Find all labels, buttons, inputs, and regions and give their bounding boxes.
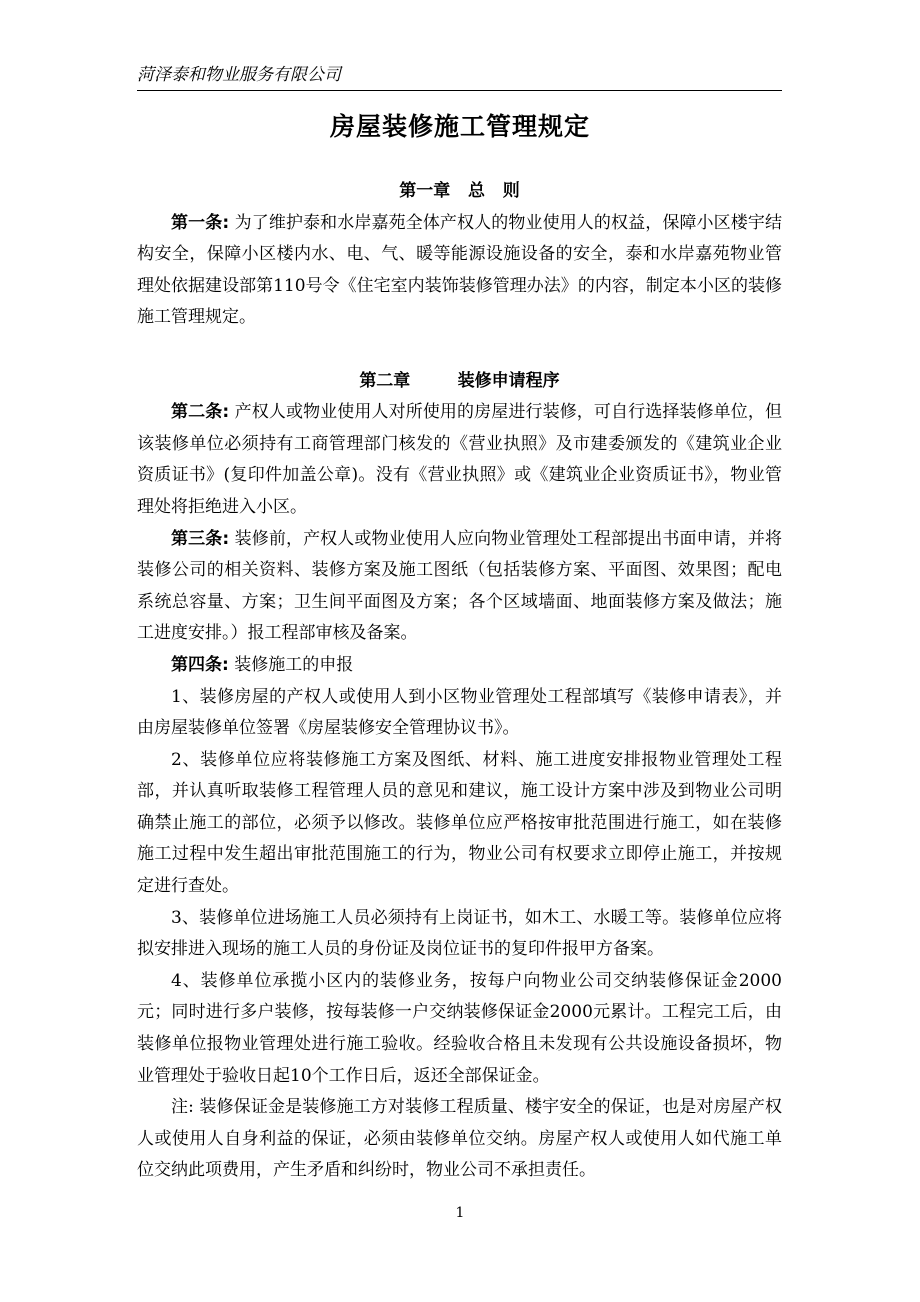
list-item: 4、装修单位承揽小区内的装修业务，按每户向物业公司交纳装修保证金2000元；同时进行多户装修，按每装修一户交纳装修保证金2000元累计。工程完工后，由装修单位报物业管理处进行施工验收。经验收合格且未发现有公共设施设备损坏，物业管理处于验收日起10个工作日后，返还全部保证金。 (137, 970, 782, 1086)
article-2 (137, 397, 782, 523)
article-2-label: 第二条: (171, 402, 230, 423)
chapter-2-heading: 第二章 装修申请程序 (359, 370, 560, 391)
article-3-text: 装修前，产权人或物业使用人应向物业管理处工程部提出书面申请，并将装修公司的相关资料、装修方案及施工图纸（包括装修方案、平面图、效果图；配电系统总容量、方案；卫生间平面图及方案；各个区域墙面、地面装修方案及做法；施工进度安排。）报工程部审核及备案。 (137, 528, 782, 644)
article-4-label: 第四条: (171, 654, 229, 675)
document-body (137, 176, 799, 1187)
article-1-label: 第一条: (171, 212, 230, 233)
chapter-1-heading: 第一章 总 则 (399, 181, 520, 201)
article-4 (137, 650, 782, 682)
page-number: 1 (455, 1205, 465, 1221)
list-item: 3、装修单位进场施工人员必须持有上岗证书，如木工、水暖工等。装修单位应将拟安排进入现场的施工人员的身份证及岗位证书的复印件报甲方备案。 (137, 907, 782, 960)
running-header: 菏泽泰和物业服务有限公司 (137, 64, 782, 91)
deposit-note: 注: 装修保证金是装修施工方对装修工程质量、楼宇安全的保证，也是对房屋产权人或使用人自身利益的保证，必须由装修单位交纳。房屋产权人或使用人如代施工单位交纳此项费用，产生矛盾和纠纷时，物业公司不承担责任。 (137, 1097, 782, 1181)
article-4-text: 装修施工的申报 (228, 654, 354, 675)
article-1 (137, 208, 782, 334)
article-2-text: 产权人或物业使用人对所使用的房屋进行装修，可自行选择装修单位，但该装修单位必须持有工商管理部门核发的《营业执照》及市建委颁发的《建筑业企业资质证书》(复印件加盖公章)。没有《营业执照》或《建筑业企业资质证书》，物业管理处将拒绝进入小区。 (137, 402, 782, 517)
article-3 (137, 524, 782, 650)
article-1-text: 为了维护泰和水岸嘉苑全体产权人的物业使用人的权益，保障小区楼宇结构安全，保障小区楼内水、电、气、暖等能源设施设备的安全，泰和水岸嘉苑物业管理处依据建设部第110号令《住宅室内装饰装修管理办法》的内容，制定本小区的装修施工管理规定。 (137, 212, 782, 328)
article-3-label: 第三条: (171, 528, 230, 549)
list-item: 2、装修单位应将装修施工方案及图纸、材料、施工进度安排报物业管理处工程 部，并认真听取装修工程管理人员的意见和建议，施工设计方案中涉及到物业公司明确禁止施工的部位，必须予以修改。装修单位应严格按审批范围进行施工，如在装修施工过程中发生超出审批范围施工的行为，物业公司有权要求立即停止施工，并按规定进行查处。 (137, 749, 799, 897)
document-title: 房屋装修施工管理规定 (329, 112, 590, 141)
list-item: 1、装修房屋的产权人或使用人到小区物业管理处工程部填写《装修申请表》，并由房屋装修单位签署《房屋装修安全管理协议书》。 (137, 686, 782, 739)
